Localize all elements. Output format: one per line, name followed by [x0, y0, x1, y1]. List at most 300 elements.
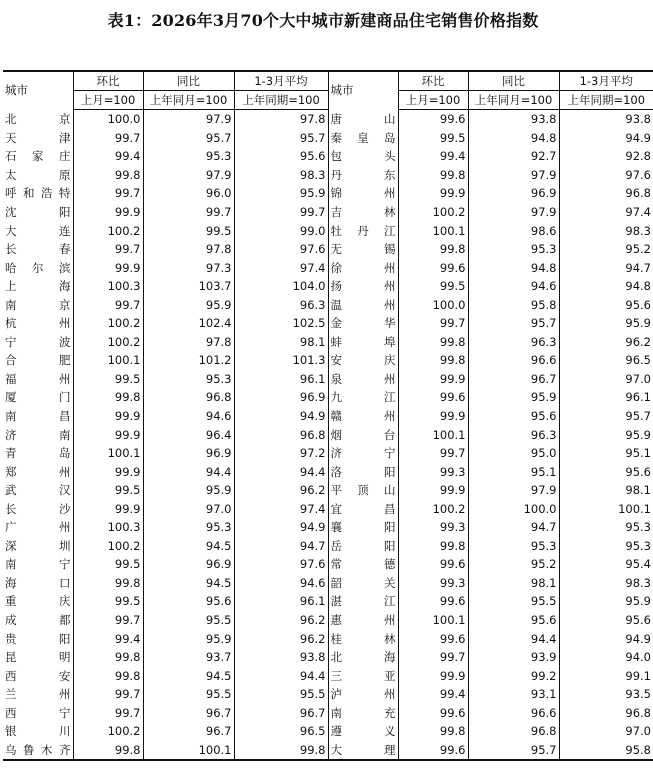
yoy-cell-left: 97.0	[143, 499, 234, 518]
avg-cell-left: 95.7	[234, 129, 328, 148]
yoy-cell-right: 98.1	[468, 574, 559, 593]
yoy-cell-left: 96.4	[143, 425, 234, 444]
avg-cell-right: 96.8	[559, 184, 653, 203]
avg-cell-right: 95.6	[559, 611, 653, 630]
table-header	[3, 71, 653, 110]
avg-cell-left: 94.7	[234, 537, 328, 556]
yoy-cell-right: 97.9	[468, 166, 559, 185]
mom-cell-left: 99.8	[73, 666, 143, 685]
avg-cell-left: 104.0	[234, 277, 328, 296]
table-row	[3, 314, 653, 333]
table-row	[3, 629, 653, 648]
mom-cell-left: 99.7	[73, 129, 143, 148]
city-cell-left: 杭州	[5, 316, 71, 331]
table-body	[3, 110, 653, 761]
city-cell-right: 惠州	[328, 611, 398, 630]
city-cell-right: 无锡	[328, 240, 398, 259]
mom-cell-right: 99.9	[398, 407, 468, 426]
yoy-cell-right: 95.9	[468, 388, 559, 407]
yoy-cell-right: 96.3	[468, 333, 559, 352]
city-cell-right: 三亚	[328, 666, 398, 685]
avg-cell-left: 97.6	[234, 240, 328, 259]
avg-cell-left: 102.5	[234, 314, 328, 333]
yoy-cell-right: 96.6	[468, 351, 559, 370]
table-row	[3, 425, 653, 444]
city-cell-right: 徐州	[328, 258, 398, 277]
yoy-cell-left: 100.1	[143, 741, 234, 761]
mom-cell-left: 100.2	[73, 537, 143, 556]
avg-cell-left: 97.6	[234, 555, 328, 574]
city-cell-right: 烟台	[328, 425, 398, 444]
table-row	[3, 462, 653, 481]
yoy-cell-right: 95.8	[468, 295, 559, 314]
mom-cell-left: 100.1	[73, 444, 143, 463]
avg-cell-right: 95.2	[559, 240, 653, 259]
table-row	[3, 221, 653, 240]
mom-cell-right: 100.0	[398, 295, 468, 314]
city-cell-left: 重庆	[5, 594, 71, 609]
avg-cell-left: 94.4	[234, 666, 328, 685]
yoy-cell-left: 102.4	[143, 314, 234, 333]
mom-cell-right: 99.3	[398, 574, 468, 593]
col-subheader-avg-right: 上年同期=100	[559, 91, 653, 110]
city-cell-right: 泉州	[328, 370, 398, 389]
yoy-cell-left: 96.9	[143, 444, 234, 463]
mom-cell-right: 99.3	[398, 518, 468, 537]
yoy-cell-right: 93.9	[468, 648, 559, 667]
mom-cell-left: 99.8	[73, 648, 143, 667]
table-row	[3, 574, 653, 593]
mom-cell-left: 100.2	[73, 221, 143, 240]
table-row	[3, 110, 653, 129]
mom-cell-right: 99.9	[398, 666, 468, 685]
avg-cell-right: 95.9	[559, 425, 653, 444]
mom-cell-left: 99.5	[73, 370, 143, 389]
avg-cell-left: 96.2	[234, 481, 328, 500]
col-header-yoy-right: 同比	[468, 71, 559, 91]
city-cell-right: 丹东	[328, 166, 398, 185]
city-cell-right: 吉林	[328, 203, 398, 222]
table-row	[3, 147, 653, 166]
table-row	[3, 685, 653, 704]
city-cell-left: 上海	[5, 279, 71, 294]
table-row	[3, 351, 653, 370]
avg-cell-left: 96.2	[234, 611, 328, 630]
avg-cell-left: 96.2	[234, 629, 328, 648]
yoy-cell-right: 96.8	[468, 722, 559, 741]
mom-cell-left: 99.9	[73, 462, 143, 481]
avg-cell-left: 96.1	[234, 370, 328, 389]
mom-cell-right: 100.1	[398, 611, 468, 630]
table-row	[3, 407, 653, 426]
yoy-cell-left: 96.7	[143, 722, 234, 741]
city-cell-left: 南昌	[5, 409, 71, 424]
table-row	[3, 444, 653, 463]
mom-cell-left: 99.9	[73, 203, 143, 222]
table-row	[3, 518, 653, 537]
city-cell-left: 西宁	[5, 705, 71, 720]
mom-cell-left: 100.3	[73, 277, 143, 296]
city-cell-left: 石家庄	[5, 149, 71, 164]
yoy-cell-left: 96.7	[143, 704, 234, 723]
col-subheader-yoy-left: 上年同月=100	[143, 91, 234, 110]
city-cell-right: 扬州	[328, 277, 398, 296]
city-cell-right: 济宁	[328, 444, 398, 463]
col-subheader-yoy-right: 上年同月=100	[468, 91, 559, 110]
avg-cell-right: 93.5	[559, 685, 653, 704]
city-cell-left: 郑州	[5, 464, 71, 479]
table-row	[3, 611, 653, 630]
avg-cell-left: 95.9	[234, 184, 328, 203]
city-cell-right: 韶关	[328, 574, 398, 593]
yoy-cell-right: 95.7	[468, 741, 559, 761]
avg-cell-right: 94.0	[559, 648, 653, 667]
avg-cell-right: 94.9	[559, 129, 653, 148]
mom-cell-right: 100.1	[398, 425, 468, 444]
avg-cell-right: 97.0	[559, 722, 653, 741]
city-cell-right: 蚌埠	[328, 333, 398, 352]
mom-cell-left: 99.4	[73, 629, 143, 648]
yoy-cell-right: 97.9	[468, 203, 559, 222]
table-row	[3, 295, 653, 314]
yoy-cell-right: 93.8	[468, 110, 559, 129]
yoy-cell-left: 97.9	[143, 166, 234, 185]
city-cell-left: 沈阳	[5, 205, 71, 219]
avg-cell-left: 93.8	[234, 648, 328, 667]
city-cell-left: 南京	[5, 297, 71, 312]
avg-cell-right: 94.7	[559, 258, 653, 277]
mom-cell-right: 99.6	[398, 741, 468, 761]
table-row	[3, 499, 653, 518]
city-cell-right: 大理	[328, 741, 398, 761]
city-cell-right: 桂林	[328, 629, 398, 648]
city-cell-left: 太原	[5, 167, 71, 182]
city-cell-left: 福州	[5, 371, 71, 386]
city-cell-right: 秦皇岛	[328, 129, 398, 148]
mom-cell-left: 99.8	[73, 741, 143, 761]
city-cell-right: 北海	[328, 648, 398, 667]
yoy-cell-left: 96.8	[143, 388, 234, 407]
table-row	[3, 203, 653, 222]
yoy-cell-left: 95.3	[143, 147, 234, 166]
mom-cell-left: 99.5	[73, 481, 143, 500]
price-index-table	[3, 70, 653, 761]
yoy-cell-left: 97.3	[143, 258, 234, 277]
city-cell-right: 赣州	[328, 407, 398, 426]
avg-cell-left: 96.3	[234, 295, 328, 314]
city-cell-right: 岳阳	[328, 537, 398, 556]
city-cell-left: 长沙	[5, 501, 71, 516]
city-cell-left: 济南	[5, 427, 71, 442]
mom-cell-right: 99.6	[398, 110, 468, 129]
yoy-cell-left: 97.8	[143, 240, 234, 259]
yoy-cell-right: 94.6	[468, 277, 559, 296]
yoy-cell-left: 94.5	[143, 537, 234, 556]
mom-cell-left: 99.7	[73, 704, 143, 723]
mom-cell-right: 99.8	[398, 166, 468, 185]
avg-cell-right: 95.3	[559, 537, 653, 556]
mom-cell-left: 99.7	[73, 240, 143, 259]
avg-cell-left: 97.4	[234, 258, 328, 277]
table-row	[3, 240, 653, 259]
mom-cell-right: 99.8	[398, 240, 468, 259]
mom-cell-left: 100.2	[73, 314, 143, 333]
mom-cell-right: 99.3	[398, 462, 468, 481]
avg-cell-right: 93.8	[559, 110, 653, 129]
avg-cell-right: 92.8	[559, 147, 653, 166]
table-row	[3, 388, 653, 407]
mom-cell-right: 99.7	[398, 648, 468, 667]
city-cell-left: 西安	[5, 668, 71, 683]
avg-cell-right: 97.4	[559, 203, 653, 222]
city-cell-right: 牡丹江	[328, 221, 398, 240]
mom-cell-left: 99.8	[73, 166, 143, 185]
table-row	[3, 592, 653, 611]
avg-cell-left: 99.7	[234, 203, 328, 222]
table-row	[3, 537, 653, 556]
mom-cell-right: 99.4	[398, 685, 468, 704]
city-cell-left: 合肥	[5, 353, 71, 368]
col-header-city-right: 城市	[328, 71, 398, 110]
mom-cell-right: 99.8	[398, 351, 468, 370]
yoy-cell-right: 94.8	[468, 129, 559, 148]
city-cell-left: 呼和浩特	[5, 186, 71, 201]
table-row	[3, 555, 653, 574]
city-cell-right: 洛阳	[328, 462, 398, 481]
avg-cell-left: 97.2	[234, 444, 328, 463]
yoy-cell-right: 94.7	[468, 518, 559, 537]
mom-cell-left: 100.3	[73, 518, 143, 537]
city-cell-right: 金华	[328, 314, 398, 333]
avg-cell-right: 95.6	[559, 462, 653, 481]
avg-cell-left: 96.9	[234, 388, 328, 407]
avg-cell-right: 95.4	[559, 555, 653, 574]
yoy-cell-left: 103.7	[143, 277, 234, 296]
avg-cell-right: 98.3	[559, 221, 653, 240]
city-cell-right: 九江	[328, 388, 398, 407]
avg-cell-right: 98.3	[559, 574, 653, 593]
city-cell-right: 包头	[328, 147, 398, 166]
yoy-cell-left: 95.9	[143, 295, 234, 314]
city-cell-left: 武汉	[5, 483, 71, 498]
table-row	[3, 184, 653, 203]
mom-cell-right: 99.4	[398, 147, 468, 166]
city-cell-left: 天津	[5, 130, 71, 145]
avg-cell-right: 95.9	[559, 314, 653, 333]
city-cell-right: 宜昌	[328, 499, 398, 518]
table-row	[3, 722, 653, 741]
avg-cell-right: 96.5	[559, 351, 653, 370]
mom-cell-right: 100.1	[398, 221, 468, 240]
table-row	[3, 704, 653, 723]
mom-cell-right: 100.2	[398, 203, 468, 222]
mom-cell-left: 100.1	[73, 351, 143, 370]
col-header-yoy-left: 同比	[143, 71, 234, 91]
avg-cell-left: 98.1	[234, 333, 328, 352]
mom-cell-left: 99.8	[73, 574, 143, 593]
yoy-cell-right: 94.4	[468, 629, 559, 648]
avg-cell-left: 95.6	[234, 147, 328, 166]
yoy-cell-right: 96.9	[468, 184, 559, 203]
avg-cell-right: 96.2	[559, 333, 653, 352]
city-cell-right: 遵义	[328, 722, 398, 741]
avg-cell-right: 95.7	[559, 407, 653, 426]
city-cell-left: 银川	[5, 724, 71, 739]
mom-cell-left: 99.5	[73, 592, 143, 611]
mom-cell-left: 99.4	[73, 147, 143, 166]
yoy-cell-left: 95.3	[143, 518, 234, 537]
avg-cell-left: 94.6	[234, 574, 328, 593]
city-cell-left: 宁波	[5, 334, 71, 349]
col-header-avg-left: 1-3月平均	[234, 71, 328, 91]
avg-cell-right: 94.8	[559, 277, 653, 296]
col-subheader-mom-right: 上月=100	[398, 91, 468, 110]
yoy-cell-left: 94.6	[143, 407, 234, 426]
city-cell-right: 唐山	[328, 110, 398, 129]
city-cell-left: 成都	[5, 613, 71, 628]
mom-cell-right: 99.5	[398, 277, 468, 296]
mom-cell-left: 99.7	[73, 685, 143, 704]
mom-cell-left: 100.2	[73, 333, 143, 352]
yoy-cell-right: 95.3	[468, 537, 559, 556]
city-cell-left: 大连	[5, 223, 71, 238]
yoy-cell-right: 95.1	[468, 462, 559, 481]
mom-cell-left: 99.7	[73, 611, 143, 630]
mom-cell-left: 99.9	[73, 499, 143, 518]
avg-cell-left: 97.8	[234, 110, 328, 129]
city-cell-left: 北京	[5, 112, 71, 127]
mom-cell-right: 99.6	[398, 592, 468, 611]
yoy-cell-left: 95.5	[143, 685, 234, 704]
avg-cell-left: 96.7	[234, 704, 328, 723]
table-row	[3, 370, 653, 389]
yoy-cell-left: 95.6	[143, 592, 234, 611]
avg-cell-left: 97.4	[234, 499, 328, 518]
city-cell-right: 襄阳	[328, 518, 398, 537]
mom-cell-right: 99.8	[398, 537, 468, 556]
city-cell-left: 长春	[5, 242, 71, 257]
col-header-avg-right: 1-3月平均	[559, 71, 653, 91]
yoy-cell-left: 95.9	[143, 481, 234, 500]
table-row	[3, 333, 653, 352]
avg-cell-right: 95.9	[559, 592, 653, 611]
yoy-cell-left: 97.9	[143, 110, 234, 129]
col-header-mom-right: 环比	[398, 71, 468, 91]
yoy-cell-right: 97.9	[468, 481, 559, 500]
yoy-cell-right: 95.6	[468, 407, 559, 426]
avg-cell-left: 101.3	[234, 351, 328, 370]
mom-cell-right: 100.2	[398, 499, 468, 518]
yoy-cell-right: 100.0	[468, 499, 559, 518]
mom-cell-left: 99.7	[73, 184, 143, 203]
city-cell-left: 兰州	[5, 687, 71, 702]
yoy-cell-left: 94.5	[143, 666, 234, 685]
yoy-cell-right: 95.5	[468, 592, 559, 611]
col-header-city-left: 城市	[3, 71, 73, 110]
mom-cell-right: 99.6	[398, 629, 468, 648]
city-cell-left: 哈尔滨	[5, 260, 71, 275]
yoy-cell-left: 99.7	[143, 203, 234, 222]
yoy-cell-left: 95.9	[143, 629, 234, 648]
city-cell-left: 厦门	[5, 390, 71, 405]
mom-cell-right: 99.7	[398, 314, 468, 333]
yoy-cell-left: 93.7	[143, 648, 234, 667]
yoy-cell-left: 95.3	[143, 370, 234, 389]
city-cell-right: 温州	[328, 295, 398, 314]
mom-cell-right: 99.9	[398, 481, 468, 500]
col-subheader-mom-left: 上月=100	[73, 91, 143, 110]
city-cell-left: 乌鲁木齐	[3, 741, 73, 761]
city-cell-left: 海口	[5, 575, 71, 590]
city-cell-right: 泸州	[328, 685, 398, 704]
avg-cell-right: 95.3	[559, 518, 653, 537]
city-cell-left: 深圳	[5, 538, 71, 553]
yoy-cell-left: 99.5	[143, 221, 234, 240]
mom-cell-left: 100.0	[73, 110, 143, 129]
yoy-cell-right: 95.6	[468, 611, 559, 630]
yoy-cell-right: 95.7	[468, 314, 559, 333]
mom-cell-right: 99.7	[398, 444, 468, 463]
avg-cell-right: 97.6	[559, 166, 653, 185]
mom-cell-right: 99.5	[398, 129, 468, 148]
city-cell-left: 青岛	[5, 446, 71, 461]
yoy-cell-right: 92.7	[468, 147, 559, 166]
mom-cell-left: 99.9	[73, 425, 143, 444]
yoy-cell-right: 94.8	[468, 258, 559, 277]
avg-cell-left: 98.3	[234, 166, 328, 185]
yoy-cell-right: 96.7	[468, 370, 559, 389]
yoy-cell-right: 98.6	[468, 221, 559, 240]
yoy-cell-left: 94.4	[143, 462, 234, 481]
city-cell-left: 昆明	[5, 650, 71, 665]
city-cell-left: 广州	[5, 520, 71, 535]
mom-cell-left: 99.8	[73, 388, 143, 407]
mom-cell-right: 99.6	[398, 388, 468, 407]
city-cell-right: 安庆	[328, 351, 398, 370]
mom-cell-right: 99.9	[398, 184, 468, 203]
city-cell-right: 湛江	[328, 592, 398, 611]
yoy-cell-left: 97.8	[143, 333, 234, 352]
avg-cell-left: 94.4	[234, 462, 328, 481]
yoy-cell-right: 93.1	[468, 685, 559, 704]
city-cell-right: 锦州	[328, 184, 398, 203]
table-row	[3, 258, 653, 277]
avg-cell-right: 96.8	[559, 704, 653, 723]
mom-cell-right: 99.8	[398, 722, 468, 741]
mom-cell-right: 99.9	[398, 370, 468, 389]
yoy-cell-right: 95.0	[468, 444, 559, 463]
city-cell-left: 南宁	[5, 557, 71, 572]
table-row	[3, 481, 653, 500]
yoy-cell-left: 95.7	[143, 129, 234, 148]
mom-cell-right: 99.6	[398, 704, 468, 723]
avg-cell-right: 95.8	[559, 741, 653, 761]
yoy-cell-right: 95.2	[468, 555, 559, 574]
city-cell-right: 常德	[328, 555, 398, 574]
avg-cell-left: 99.8	[234, 741, 328, 761]
mom-cell-left: 100.2	[73, 722, 143, 741]
city-cell-left: 贵阳	[5, 631, 71, 646]
mom-cell-right: 99.6	[398, 555, 468, 574]
page-title: 表1：2026年3月70个大中城市新建商品住宅销售价格指数	[107, 11, 539, 30]
avg-cell-left: 94.9	[234, 518, 328, 537]
mom-cell-right: 99.6	[398, 258, 468, 277]
city-cell-right: 平顶山	[328, 481, 398, 500]
yoy-cell-right: 95.3	[468, 240, 559, 259]
avg-cell-left: 96.5	[234, 722, 328, 741]
avg-cell-right: 97.0	[559, 370, 653, 389]
avg-cell-left: 94.9	[234, 407, 328, 426]
